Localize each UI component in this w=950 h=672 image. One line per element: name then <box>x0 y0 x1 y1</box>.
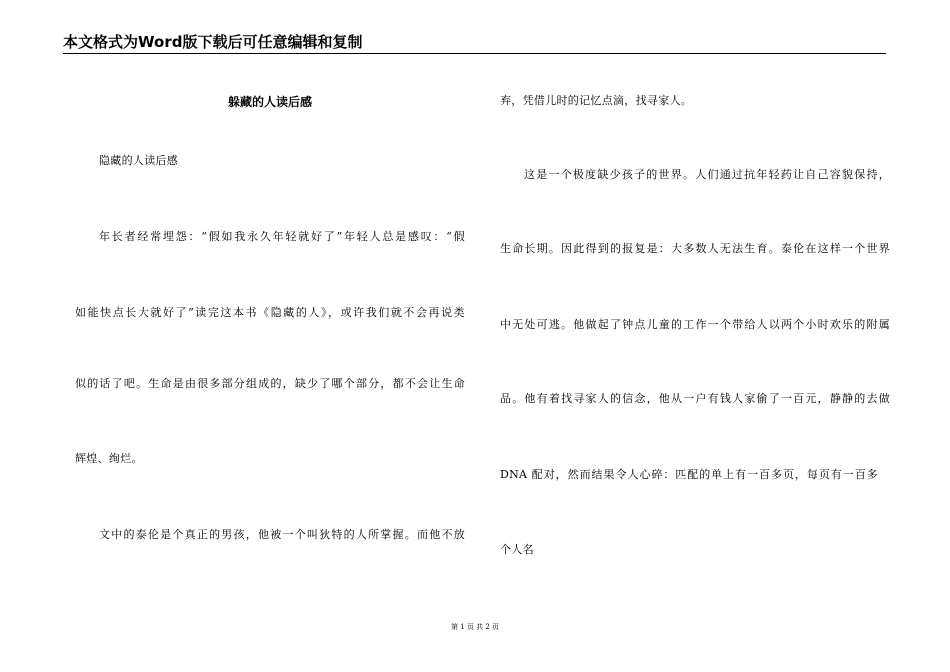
paragraph-line: 品。他有着找寻家人的信念，他从一户有钱人家偷了一百元，静静的去做 <box>500 392 890 405</box>
left-column <box>75 70 465 618</box>
paragraph-line: 隐藏的人读后感 <box>99 154 179 167</box>
paragraph-line: 如能快点长大就好了”读完这本书《隐藏的人》，或许我们就不会再说类 <box>75 306 465 319</box>
header-divider <box>63 53 886 54</box>
paragraph-line: 年长者经常埋怨：“假如我永久年轻就好了”年轻人总是感叹：“假 <box>99 230 465 243</box>
paragraph-line: 辉煌、绚烂。 <box>75 452 143 465</box>
paragraph-line: 生命长期。因此得到的报复是：大多数人无法生育。泰伦在这样一个世界 <box>500 242 890 255</box>
paragraph-line: 似的话了吧。生命是由很多部分组成的，缺少了哪个部分，都不会让生命 <box>75 377 465 390</box>
paragraph-line: 这是一个极度缺少孩子的世界。人们通过抗年轻药让自己容貌保持， <box>524 168 890 181</box>
document-title: 躲藏的人读后感 <box>227 95 312 109</box>
right-column <box>500 70 890 618</box>
paragraph-line: 中无处可逃。他做起了钟点儿童的工作一个带给人以两个小时欢乐的附属 <box>500 318 890 331</box>
paragraph-line: 文中的泰伦是个真正的男孩，他被一个叫狄特的人所掌握。而他不放 <box>99 528 465 541</box>
paragraph-line: DNA 配对，然而结果令人心碎：匹配的单上有一百多页，每页有一百多 <box>500 468 878 481</box>
document-header-title: 本文格式为Word版下载后可任意编辑和复制 <box>63 33 363 51</box>
paragraph-line: 弃，凭借儿时的记忆点滴，找寻家人。 <box>500 94 693 107</box>
page-number: 第 1 页 共 2 页 <box>450 623 500 631</box>
paragraph-line: 个人名 <box>500 543 534 556</box>
